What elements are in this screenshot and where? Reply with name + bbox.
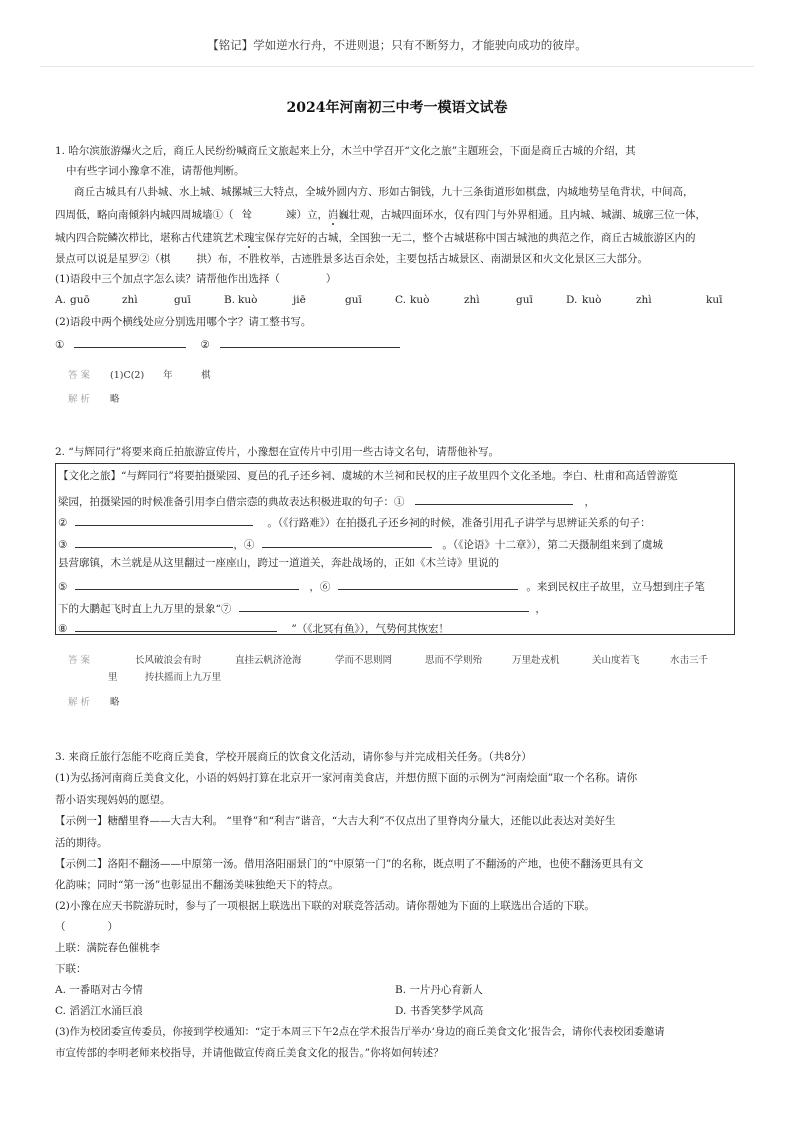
q2-box-line8: ⑧ ”（《北冥有鱼》），气势何其恢宏！ (58, 623, 450, 635)
q1-passage-line2 (55, 210, 706, 221)
answer-blank-2[interactable] (220, 337, 400, 348)
answer-blank-7[interactable] (239, 601, 529, 612)
q2-box-line6: ⑤ ，⑥ 。来到民权庄子故里，立马想到庄子笔 (58, 581, 705, 593)
choice-a[interactable]: A. 一番晤对古今情 (55, 984, 143, 996)
upper-couplet: 上联：满院春色催桃李 (55, 942, 160, 954)
header-divider (40, 66, 754, 67)
answer-item: 里 (108, 672, 118, 683)
q1-stem-line1: 1. 哈尔滨旅游爆火之后，商丘人民纷纷喊商丘文旅起来上分，木兰中学召开“文化之旅”主题班会，下面是商丘古城的介绍，其 (55, 145, 636, 157)
q3-sub2: (2)小豫在应天书院游玩时，参与了一项根据上联选出下联的对联竞答活动。请你帮她为下面的上联选出合适的下联。 (55, 900, 595, 912)
q1-sub2: (2)语段中两个横线处应分别选用哪个字？请工整书写。 (55, 316, 312, 328)
q2-box-line7: 下的大鹏起飞时直上九万里的景象“⑦ ， (58, 603, 546, 615)
answer-item: 水击三千 (670, 655, 709, 666)
passage-text: 宝保存完好的古城，全国独一无二，整个古城堪称中国古城池的典范之作，商丘古城旅游区内的 (254, 232, 696, 244)
motto-banner: 【铭记】学如逆水行舟，不进则退；只有不断努力，才能驶向成功的彼岸。 (207, 38, 587, 52)
analysis-text: 略 (110, 394, 120, 405)
q1-stem-line2: 中有些字词小豫拿不准，请帮他判断。 (66, 165, 245, 177)
answer-blank-1[interactable] (74, 337, 186, 348)
passage-text: 巍壮观，古城四面环水，仅有四门与外界相通。且内城、城湖、城廓三位一体， (338, 209, 706, 221)
answer-blank-6[interactable] (338, 579, 518, 590)
answer-blank-4[interactable] (262, 537, 432, 548)
q3-sub1-line2: 帮小语实现妈妈的愿望。 (55, 794, 171, 806)
answer-blank-1[interactable] (415, 494, 573, 505)
answer-blank-5[interactable] (75, 579, 299, 590)
q1-passage-line4 (55, 254, 648, 265)
answer-paren[interactable]: （ ） (55, 921, 118, 933)
option-pinyin: guī (345, 294, 362, 306)
answer-item: 学而不思则罔 (335, 655, 393, 666)
answer-blank-3[interactable] (75, 537, 233, 548)
q3-sub3-line1: (3)作为校团委宣传委员，你接到学校通知：“定于本周三下午2点在学术报告厅举办‘身边的商丘美食文化’报告会，请你代表校团委邀请 (55, 1026, 665, 1038)
q2-stem: 2. “与辉同行”将要来商丘拍旅游宣传片，小豫想在宣传片中引用一些古诗文名句，请帮他补写。 (55, 446, 500, 458)
option-pinyin: guī (516, 294, 533, 306)
lower-couplet-label: 下联： (55, 963, 87, 975)
passage-text: 城内四合院鳞次栉比，堪称古代建筑艺术 (55, 232, 244, 244)
option-pinyin: kuò (238, 294, 258, 306)
option-pinyin: jiē (293, 294, 306, 306)
q1-passage-line3 (55, 233, 696, 244)
q2-box-line5: 县营廓镇，木兰就是从这里翻过一座座山，跨过一道道关，奔赴战场的，正如《木兰诗》里说的 (58, 557, 499, 569)
q2-box-line1: 【文化之旅】“与辉同行”将要拍摄梁园、夏邑的孔子还乡祠、虞城的木兰祠和民权的庄子故里四个文化圣地。李白、杜甫和高适曾游览 (58, 470, 678, 482)
answer-text: (1)C(2) 年 棋 (110, 370, 211, 381)
passage-text: 四周低，略向南倾斜内城四周城墙①（ (55, 209, 234, 221)
q3-example1-line1: 【示例一】糖醋里脊——大吉大利。 “里脊”和“利吉”谐音，“大吉大利”不仅点出了里脊肉分量大，还能以此表达对美好生 (55, 815, 616, 827)
page-title: 2024年河南初三中考一模语文试卷 (286, 100, 508, 116)
passage-option-b: 竦）立， (286, 209, 328, 221)
q1-fill-blanks: ① ② (55, 337, 400, 351)
passage-text: 景点可以说是星罗②（棋 (55, 253, 171, 265)
q1-sub1: (1)语段中三个加点字怎么读？请帮他作出选择（ ） (55, 273, 337, 285)
q3-example2-line2: 化韵味；同时“第一汤”也彰显出不翻汤美味独绝天下的特点。 (55, 879, 339, 891)
option-pinyin: kuò (410, 294, 430, 306)
passage-text: 拱）布，不胜枚举，古迹胜景多达百余处，主要包括古城景区、南湖景区和火文化景区三大部分。 (196, 253, 648, 265)
answer-blank-2[interactable] (75, 515, 253, 526)
dotted-char-1: 岿 (328, 209, 339, 221)
option-pinyin: zhì (464, 294, 480, 306)
q3-stem: 3. 来商丘旅行怎能不吃商丘美食，学校开展商丘的饮食文化活动，请你参与并完成相关任务。（共8分） (55, 751, 532, 763)
answer-item: 万里赴戎机 (512, 655, 560, 666)
q1-option-d[interactable]: D. (566, 294, 578, 306)
answer-blank-8[interactable] (75, 621, 277, 632)
q3-example2-line1: 【示例二】洛阳不翻汤——中原第一汤。借用洛阳丽景门的“中原第一门”的名称，既点明了不翻汤的产地，也使不翻汤更具有文 (55, 858, 644, 870)
dotted-char-2: 瑰 (244, 232, 255, 244)
q1-option-b[interactable]: B. (224, 294, 236, 306)
answer-item: 直挂云帆济沧海 (235, 655, 302, 666)
q2-box-line2: 梁园，拍摄梁园的时候准备引用李白借宗悫的典故表达积极进取的句子：① ， (58, 496, 595, 508)
answer-item: 长风破浪会有时 (135, 655, 202, 666)
option-pinyin: kuò (582, 294, 602, 306)
q1-passage-line1: 商丘古城具有八卦城、水上城、城摞城三大特点，全城外圆内方、形如古铜钱，九十三条街道形如棋盘，内城地势呈龟背状，中间高， (74, 186, 694, 198)
answer-label: 答案 (68, 370, 94, 381)
option-pinyin: zhì (122, 294, 138, 306)
q2-box-line4: ③ ，④ 。（《论语》十二章》），第二天摄制组来到了虞城 (58, 539, 663, 551)
choice-c[interactable]: C. 滔滔江水涌巨浪 (55, 1005, 143, 1017)
analysis-label: 解析 (68, 697, 94, 708)
analysis-label: 解析 (68, 394, 94, 405)
option-pinyin: kuī (706, 294, 723, 306)
choice-b[interactable]: B. 一片丹心育新人 (395, 984, 483, 996)
q1-option-a[interactable]: A. (55, 294, 66, 306)
answer-item: 抟扶摇而上九万里 (145, 672, 222, 683)
option-pinyin: guō (70, 294, 90, 306)
q3-sub1-line1: (1)为弘扬河南商丘美食文化，小语的妈妈打算在北京开一家河南美食店，并想仿照下面的示例为“河南烩面”取一个名称。请你 (55, 772, 638, 784)
answer-item: 思而不学则殆 (425, 655, 483, 666)
q3-sub3-line2: 市宣传部的李明老师来校指导，并请他做宣传商丘美食文化的报告。”你将如何转述？ (55, 1047, 444, 1059)
answer-label: 答案 (68, 655, 94, 666)
option-pinyin: zhì (636, 294, 652, 306)
q2-box-line3: ② 。（《行路难》）在拍摄孔子还乡祠的时候，准备引用孔子讲学与思辨证关系的句子： (58, 517, 651, 529)
analysis-text: 略 (110, 697, 120, 708)
q1-option-c[interactable]: C. (395, 294, 406, 306)
option-pinyin: guī (174, 294, 191, 306)
choice-d[interactable]: D. 书香笑梦学风高 (395, 1005, 484, 1017)
q3-example1-line2: 活的期待。 (55, 837, 108, 849)
answer-item: 关山度若飞 (592, 655, 640, 666)
passage-option-a: 耸 (241, 209, 252, 221)
